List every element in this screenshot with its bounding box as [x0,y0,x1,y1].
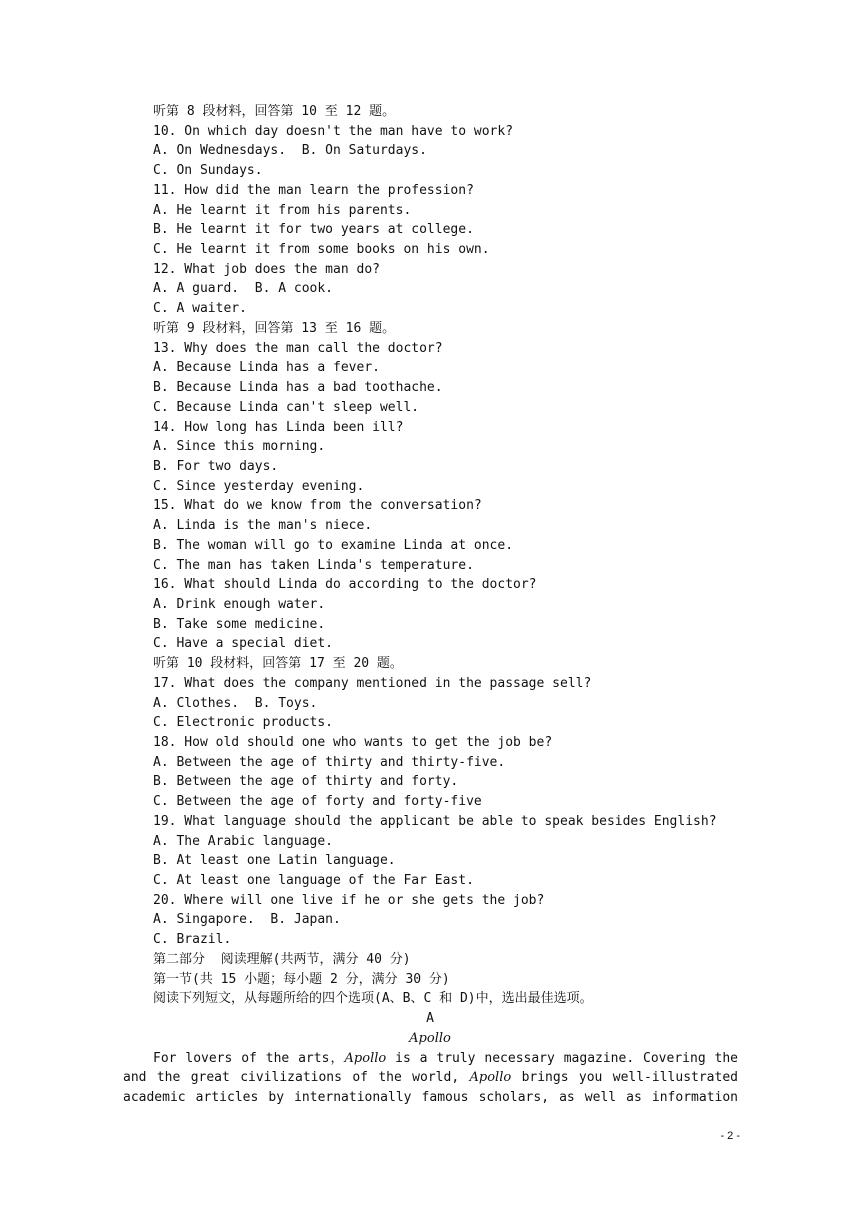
passage-line [0,1049,738,1069]
question-18: 18. How old should one who wants to get the job be? [153,735,553,750]
magazine-name: Apollo [469,1070,512,1086]
question-19: 19. What language should the applicant be able to speak besides English? [153,813,717,829]
option-15-b: B. The woman will go to examine Linda at once. [153,537,514,553]
option-11-c: C. He learnt it from some books on his own. [153,242,490,258]
option-16-c: C. Have a special diet. [153,636,334,652]
magazine-name: Apollo [344,1050,387,1066]
passage-text: For lovers of the arts， [153,1050,345,1066]
option-11-b: B. He learnt it for two years at college. [153,222,474,238]
options-12-ab: A. A guard. B. A cook. [153,281,334,297]
passage-line [0,1068,738,1088]
option-16-a: A. Drink enough water. [153,596,326,612]
part-heading: 第二部分 阅读理解(共两节，满分 40 分) [153,951,411,967]
option-10-c: C. On Sundays. [153,163,263,179]
option-15-a: A. Linda is the man's niece. [153,518,373,534]
passage-text: and the great civilizations of the world, [123,1070,470,1086]
question-11: 11. How did the man learn the profession? [153,182,474,198]
question-20: 20. Where will one live if he or she gets the job? [153,892,545,908]
question-17: 17. What does the company mentioned in the passage sell? [153,675,592,691]
option-18-c: C. Between the age of forty and forty-five [153,794,482,810]
question-14: 14. How long has Linda been ill? [153,419,404,435]
question-13: 13. Why does the man call the doctor? [153,340,443,356]
option-20-c: C. Brazil. [153,932,232,948]
options-10-ab: A. On Wednesdays. B. On Saturdays. [153,143,427,159]
question-10: 10. On which day doesn't the man have to work? [153,123,514,139]
option-13-b: B. Because Linda has a bad toothache. [153,380,443,396]
options-20-ab: A. Singapore. B. Japan. [153,912,341,928]
question-16: 16. What should Linda do according to the doctor? [153,577,537,593]
page-number: - 2 - [720,1130,740,1142]
option-12-c: C. A waiter. [153,301,247,317]
passage-text: brings you well-illustrated [521,1070,738,1086]
option-19-a: A. The Arabic language. [153,833,334,849]
option-13-c: C. Because Linda can't sleep well. [153,399,420,415]
passage-letter: A [426,1011,434,1027]
option-16-b: B. Take some medicine. [153,616,326,632]
option-19-c: C. At least one language of the Far East. [153,873,474,889]
section-instruction: 听第 10 段材料，回答第 17 至 20 题。 [153,656,403,672]
section-instruction: 听第 8 段材料，回答第 10 至 12 题。 [153,104,396,119]
option-18-a: A. Between the age of thirty and thirty-five. [153,754,506,770]
section-instruction: 听第 9 段材料，回答第 13 至 16 题。 [153,320,396,336]
option-17-c: C. Electronic products. [153,715,334,731]
option-14-c: C. Since yesterday evening. [153,478,365,494]
option-14-a: A. Since this morning. [153,439,326,455]
options-17-ab: A. Clothes. B. Toys. [153,695,318,711]
option-11-a: A. He learnt it from his parents. [153,202,412,218]
section-heading: 第一节(共 15 小题；每小题 2 分，满分 30 分) [153,971,450,987]
option-15-c: C. The man has taken Linda's temperature. [153,557,474,573]
question-12: 12. What job does the man do? [153,261,380,277]
passage-line: academic articles by internationally famous scholars, as well as information [123,1089,738,1105]
question-15: 15. What do we know from the conversation? [153,498,482,514]
option-19-b: B. At least one Latin language. [153,853,396,869]
text-block [0,102,860,1108]
passage-text: is a truly necessary magazine. Covering the [395,1050,738,1066]
option-13-a: A. Because Linda has a fever. [153,360,380,376]
option-14-b: B. For two days. [153,458,279,474]
reading-instruction: 阅读下列短文，从每题所给的四个选项(A、B、C 和 D)中，选出最佳选项。 [153,991,593,1007]
passage-title: Apollo [409,1030,451,1046]
option-18-b: B. Between the age of thirty and forty. [153,774,459,790]
